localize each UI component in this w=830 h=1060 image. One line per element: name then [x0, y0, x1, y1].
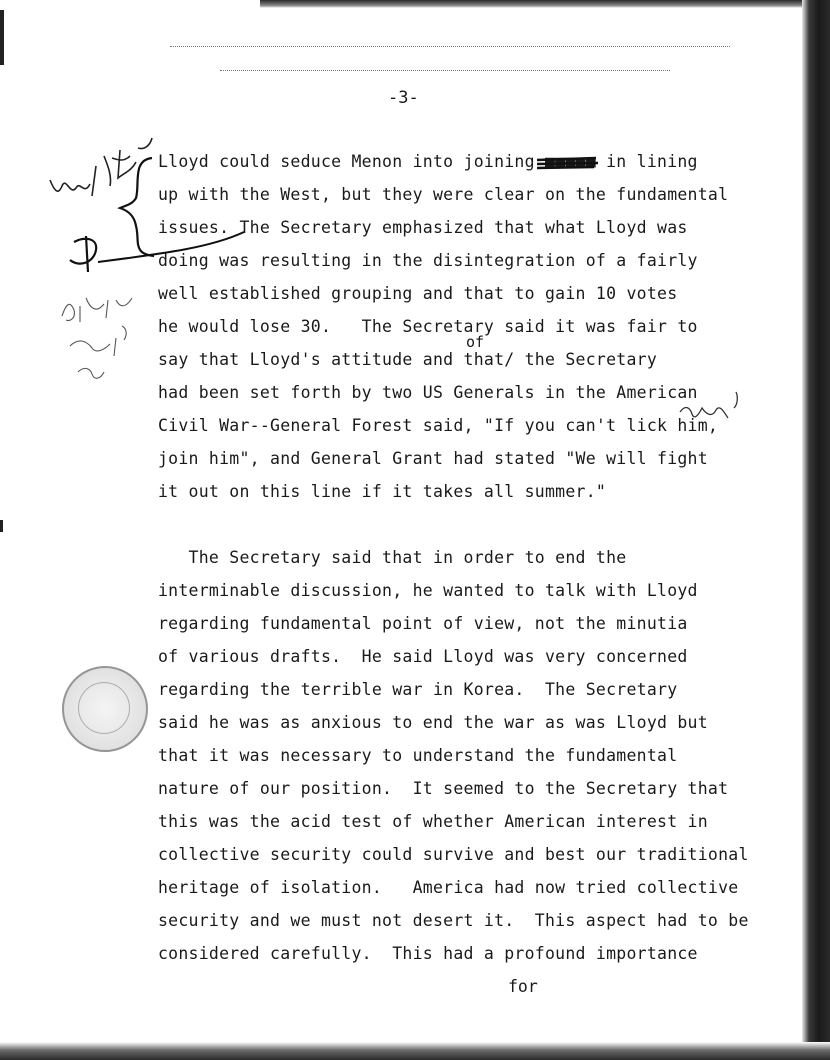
annotation-pencil-note — [62, 298, 132, 378]
strikethrough-mark — [537, 158, 598, 168]
body-line: it out on this line if it takes all summer." — [158, 482, 607, 501]
body-line: well established grouping and that to gain 10 votes — [158, 284, 678, 303]
body-line: he would lose 30. The Secretary said it was fair to — [158, 317, 698, 336]
body-line: Civil War--General Forest said, "If you can't lick him, — [158, 416, 719, 435]
body-line: security and we must not desert it. This aspect had to be — [158, 911, 749, 930]
body-line: nature of our position. It seemed to the Secretary that — [158, 779, 729, 798]
body-line: say that Lloyd's attitude and that/ the Secretary — [158, 350, 658, 369]
body-line: doing was resulting in the disintegration of a fairly — [158, 251, 698, 270]
annotation-them — [680, 392, 737, 418]
body-line: regarding fundamental point of view, not the minutia — [158, 614, 688, 633]
annotation-hook — [70, 236, 96, 272]
body-line: of various drafts. He said Lloyd was very concerned — [158, 647, 688, 666]
body-line: heritage of isolation. America had now tried collective — [158, 878, 739, 897]
margin-arrow-stroke — [98, 232, 244, 262]
body-line: The Secretary said that in order to end the — [158, 548, 627, 567]
archival-stamp — [62, 666, 148, 752]
body-line: this was the acid test of whether American interest in — [158, 812, 708, 831]
body-line: regarding the terrible war in Korea. The Secretary — [158, 680, 678, 699]
body-line: collective security could survive and best our traditional — [158, 845, 749, 864]
body-line: up with the West, but they were clear on the fundamental — [158, 185, 729, 204]
body-line: considered carefully. This had a profound importance — [158, 944, 698, 963]
body-line: Lloyd could seduce Menon into joining ■■■■■ in lining — [158, 152, 698, 171]
body-line: said he was as anxious to end the war as was Lloyd but — [158, 713, 708, 732]
catchword: for — [508, 977, 538, 996]
interlinear-insert: of — [466, 333, 485, 351]
body-line: join him", and General Grant had stated "We will fight — [158, 449, 708, 468]
archival-stamp-inner — [78, 682, 130, 734]
page-number: -3- — [388, 88, 419, 108]
body-line: that it was necessary to understand the fundamental — [158, 746, 678, 765]
body-line: interminable discussion, he wanted to talk with Lloyd — [158, 581, 698, 600]
body-line: issues. The Secretary emphasized that what Lloyd was — [158, 218, 688, 237]
body-line: had been set forth by two US Generals in the American — [158, 383, 698, 402]
